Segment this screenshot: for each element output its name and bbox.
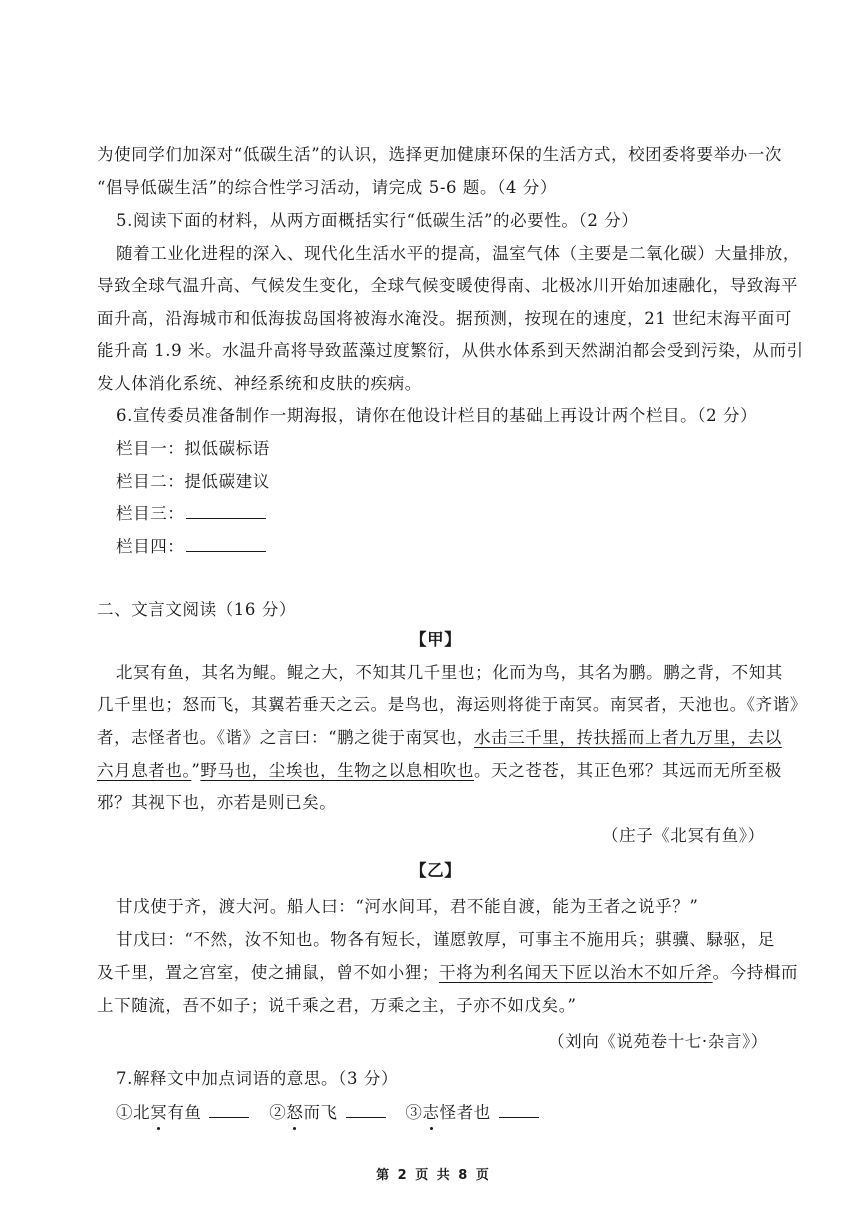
- passage-jia-underlined-sentence-1a: 水击三千里，抟扶摇而上者九万里，去以: [474, 728, 782, 747]
- q7-item-1-prefix: ①北: [116, 1103, 151, 1122]
- passage-jia-line-5: 邪？其视下也，亦若是则已矣。: [97, 793, 337, 812]
- passage-jia-underlined-sentence-2: 野马也，尘埃也，生物之以息相吹也: [200, 761, 475, 780]
- passage-jia-quote-close: ”: [191, 761, 201, 780]
- intro-line-2: “倡导低碳生活”的综合性学习活动，请完成 5-6 题。（4 分）: [97, 178, 558, 197]
- q5-prompt: 5.阅读下面的材料，从两方面概括实行“低碳生活”的必要性。（2 分）: [116, 211, 639, 230]
- page-footer: 第 2 页 共 8 页: [376, 1168, 491, 1183]
- q6-column-4-label: 栏目四：: [116, 537, 185, 556]
- q7-item-2: [269, 1103, 337, 1122]
- passage-jia-line-4-rest: 。天之苍苍，其正色邪？其远而无所至极: [474, 761, 782, 780]
- passage-yi-label: 【乙】: [410, 861, 462, 880]
- q7-item-1: [116, 1103, 202, 1122]
- q6-column-1: 栏目一：拟低碳标语: [116, 439, 270, 458]
- q5-passage-line-3: 面升高，沿海城市和低海拔岛国将被海水淹没。据预测，按现在的速度，21 世纪末海平面可: [97, 309, 792, 328]
- passage-yi-line-3-text: 及千里，置之宫室，使之捕鼠，曾不如小狸；: [97, 963, 439, 982]
- section-2-title: 二、文言文阅读（16 分）: [97, 600, 297, 619]
- passage-jia-line-3-text: 者，志怪者也。《谐》之言曰：“鹏之徙于南冥也，: [97, 728, 474, 747]
- q7-item-3-suffix: 怪者也: [439, 1103, 491, 1122]
- q7-item-2-prefix: ②: [269, 1103, 287, 1122]
- q6-column-2: 栏目二：提低碳建议: [116, 472, 270, 491]
- passage-jia-source: （庄子《北冥有鱼》）: [602, 826, 765, 845]
- passage-jia-line-2: 几千里也；怒而飞，其翼若垂天之云。是鸟也，海运则将徙于南冥。南冥者，天池也。《齐谐》: [97, 695, 807, 714]
- q7-item-1-dotted-word: 冥: [150, 1103, 168, 1122]
- q7-item-2-dotted-word: 怒: [286, 1103, 304, 1122]
- q7-item-2-answer-blank[interactable]: [346, 1101, 386, 1118]
- q7-item-1-suffix: 有鱼: [167, 1103, 202, 1122]
- passage-yi-line-1: 甘戊使于齐，渡大河。船人曰：“河水间耳，君不能自渡，能为王者之说乎？”: [116, 897, 699, 916]
- passage-yi-line-2: 甘戊曰：“不然，汝不知也。物各有短长，谨愿敦厚，可事主不施用兵；骐骥、騄驱，足: [116, 930, 775, 949]
- passage-yi-line-4: 上下随流，吾不如子；说千乘之君，万乘之主，子亦不如戊矣。”: [97, 996, 577, 1015]
- q6-column-3-answer-blank[interactable]: [186, 502, 266, 519]
- passage-yi-source: （刘向《说苑卷十七·杂言》）: [548, 1032, 768, 1051]
- passage-jia-line-1: 北冥有鱼，其名为鲲。鲲之大，不知其几千里也；化而为鸟，其名为鹏。鹏之背，不知其: [116, 663, 783, 682]
- intro-line-1: 为使同学们加深对“低碳生活”的认识，选择更加健康环保的生活方式，校团委将要举办一次: [97, 145, 782, 164]
- q6-column-3: [116, 500, 266, 524]
- q7-item-3: [405, 1103, 491, 1122]
- q7-item-1-answer-blank[interactable]: [209, 1101, 249, 1118]
- passage-jia-line-4: [97, 757, 782, 781]
- q7-item-3-dotted-word: 志: [422, 1103, 440, 1122]
- passage-jia-line-3: [97, 724, 782, 748]
- q7-prompt: 7.解释文中加点词语的意思。（3 分）: [116, 1069, 399, 1088]
- q5-passage-line-5: 发人体消化系统、神经系统和皮肤的疾病。: [97, 374, 422, 393]
- q5-passage-line-4: 能升高 1.9 米。水温升高将导致蓝藻过度繁衍，从供水体系到天然湖泊都会受到污染，从而引: [97, 341, 804, 360]
- q7-item-3-prefix: ③: [405, 1103, 423, 1122]
- q6-column-4-answer-blank[interactable]: [186, 535, 266, 552]
- q5-passage-line-2: 导致全球气温升高、气候发生变化，全球气候变暖使得南、北极冰川开始加速融化，导致海平: [97, 276, 799, 295]
- q6-column-4: [116, 533, 266, 557]
- q7-items: [116, 1099, 539, 1123]
- passage-yi-line-3-rest: 。今持楫而: [712, 963, 799, 982]
- passage-yi-underlined-sentence: 干将为利名闻天下匠以治木不如斤斧: [439, 963, 713, 982]
- passage-jia-label: 【甲】: [410, 630, 462, 649]
- q6-prompt: 6.宣传委员准备制作一期海报，请你在他设计栏目的基础上再设计两个栏目。（2 分）: [116, 406, 758, 425]
- q6-column-3-label: 栏目三：: [116, 504, 185, 523]
- q7-item-3-answer-blank[interactable]: [499, 1101, 539, 1118]
- passage-yi-line-3: [97, 959, 798, 983]
- q7-item-2-suffix: 而飞: [303, 1103, 338, 1122]
- q5-passage-line-1: 随着工业化进程的深入、现代化生活水平的提高，温室气体（主要是二氧化碳）大量排放，: [116, 244, 800, 263]
- passage-jia-underlined-sentence-1b: 六月息者也。: [97, 761, 192, 780]
